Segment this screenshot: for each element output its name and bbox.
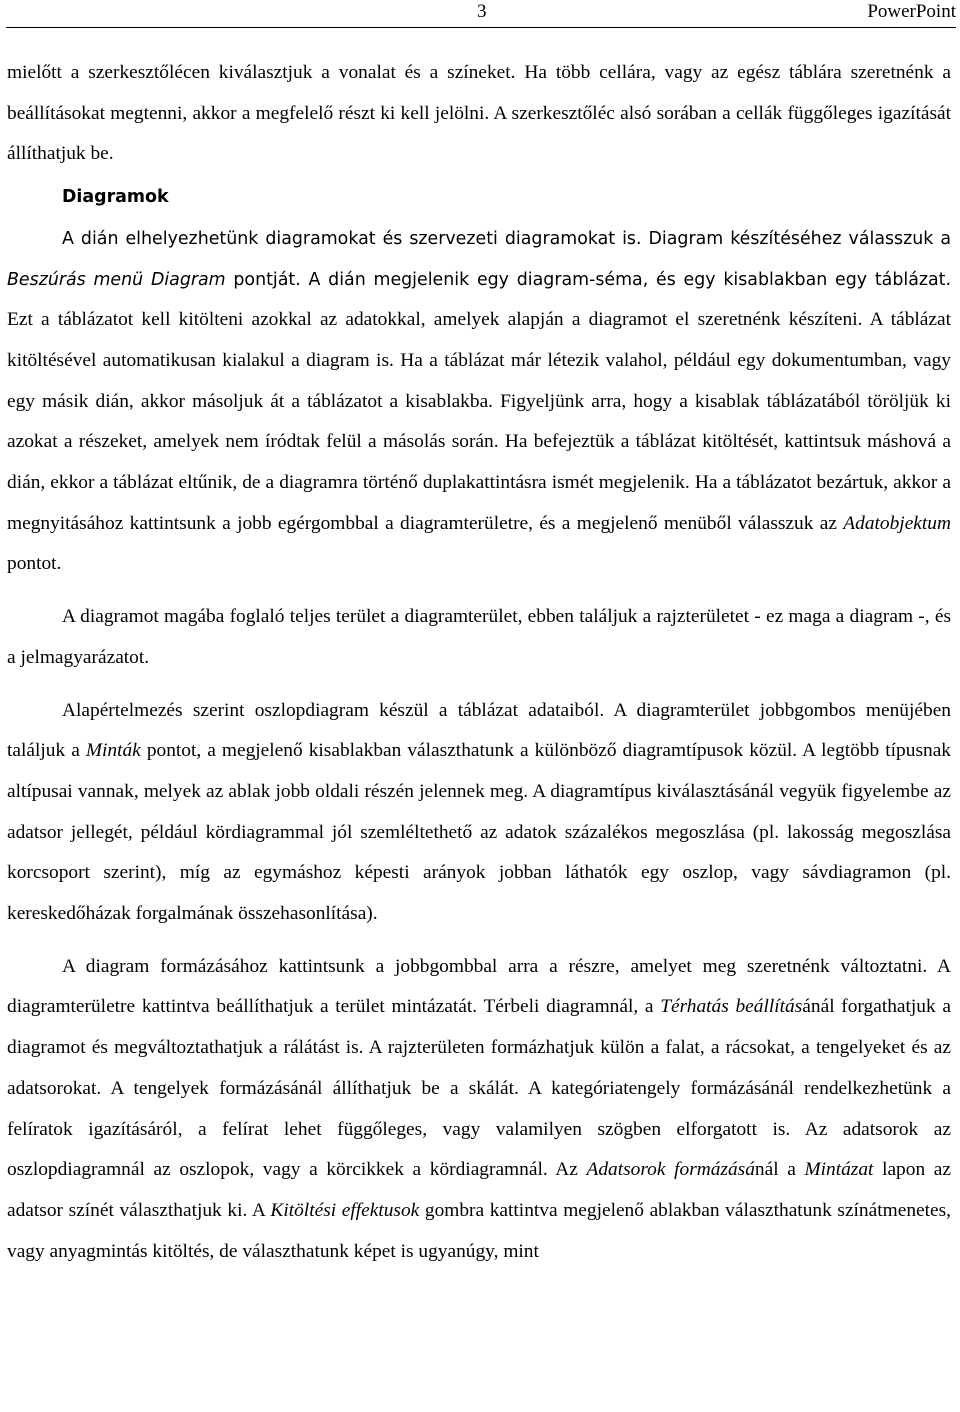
document-title: PowerPoint (867, 1, 956, 22)
text-run: pontját. A dián megjelenik egy diagram-séma, és egy kisablakban egy táblázat. (225, 269, 951, 290)
paragraph-diagram-area: A diagramot magába foglaló teljes terület a diagramterület, ebben találjuk a rajzterületet - ez maga a diagram -, és a jelmagyarázatot. (7, 606, 951, 668)
page-number: 3 (477, 1, 487, 22)
text-run: A dián elhelyezhetünk diagramokat és szervezeti diagramokat is. Diagram készítéséhez válasszuk a (62, 228, 951, 249)
header-rule (6, 27, 956, 28)
menu-path-text: Beszúrás menü Diagram (7, 269, 226, 290)
text-run: pontot, a megjelenő kisablakban választhatunk a különböző diagramtípusok közül. A legtöbb típusnak altípusai vannak, melyek az ablak jobb oldali részén jelennek meg. A diagramtípus kiválasztásánál vegyük figyelembe az adatsor jellegét, például kördiagrammal jól szemléltethető az adatok százalékos megoszlása (pl. lakosság megoszlása korcsoport szerint), míg az egymáshoz képesti arányok jobban láthatók egy oszlop, vagy sávdiagramon (pl. kereskedőházak forgalmának összehasonlítása). (7, 740, 951, 925)
menu-item-text: Minták (85, 740, 141, 762)
menu-item-text: Mintázat (804, 1159, 874, 1181)
paragraph-diagram-types (7, 691, 951, 935)
menu-item-text: Adatobjektum (843, 512, 951, 534)
text-run: Alapértelmezés szerint oszlopdiagram készül a táblázat adataiból. A diagramterület jobbgombos menüjében találjuk a (7, 699, 951, 762)
menu-item-text: Adatsorok formázásá (586, 1159, 755, 1181)
text-run: Ezt a táblázatot kell kitölteni azokkal az adatokkal, amelyek alapján a diagramot el szeretnénk készíteni. A táblázat kitöltésével automatikusan kialakul a diagram is. Ha a táblázat már létezik valahol, például egy dokumentumban, vagy egy másik dián, akkor másoljuk át a táblázatot a kisablakba. Figyeljünk arra, hogy a kisablak táblázatából töröljük ki azokat a részeket, amelyek nem íródtak felül a másolás során. Ha befejeztük a táblázat kitöltését, kattintsuk máshová a dián, ekkor a táblázat eltűnik, de a diagramra történő duplakattintásra ismét megjelenik. Ha a táblázatot bezártuk, akkor a megnyitásához kattintsunk a jobb egérgombbal a diagramterületre, és a megjelenő menüből válasszuk az (7, 309, 951, 534)
spacer (7, 935, 951, 947)
text-run: ánál forgathatjuk a diagramot és megváltoztathatjuk a rálátást is. A rajzterületen formázhatjuk külön a falat, a rácsokat, a tengelyeket és az adatsorokat. A tengelyek formázásánál állíthatjuk be a skálát. A kategóriatengely formázásánál rendelkezhetünk a felíratok igazításáról, a felírat lehet függőleges, vagy valamilyen szögben elforgatott is. Az adatsorok az oszlopdiagramnál az oszlopok, vagy a körcikkek a kördiagramnál. Az (7, 996, 951, 1181)
intro-paragraph: mielőtt a szerkesztőlécen kiválasztjuk a vonalat és a színeket. Ha több cellára, vagy az egész táblára szeretnénk a beállításokat megtenni, akkor a megfelelő részt ki kell jelölni. A szerkesztőléc alsó sorában a cellák függőleges igazítását állíthatjuk be. (7, 62, 951, 165)
paragraph-diagram-create (7, 219, 951, 585)
text-run: A diagram formázásához kattintsunk a jobbgombbal arra a részre, amelyet meg szeretnénk változtatni. A diagramterületre kattintva beállíthatjuk a terület mintázatát. Térbeli diagramnál, a (7, 955, 951, 1018)
menu-item-text: Kitöltési effektusok (270, 1199, 420, 1221)
section-heading: Diagramok (62, 187, 169, 208)
menu-item-text: Térhatás beállítás (660, 996, 803, 1018)
text-run: pontot. (7, 553, 62, 575)
text-run: lapon az adatsor színét választhatjuk ki. A (7, 1159, 951, 1221)
page-header (0, 0, 960, 26)
paragraph-diagram-format (7, 947, 951, 1273)
text-run: nál a (754, 1159, 805, 1181)
page-body (7, 53, 951, 1272)
text-run: gombra kattintva megjelenő ablakban választhatunk színátmenetes, vagy anyagmintás kitöltés, de választhatunk képet is ugyanúgy, mint (7, 1199, 952, 1262)
spacer (7, 585, 951, 597)
spacer (7, 679, 951, 691)
